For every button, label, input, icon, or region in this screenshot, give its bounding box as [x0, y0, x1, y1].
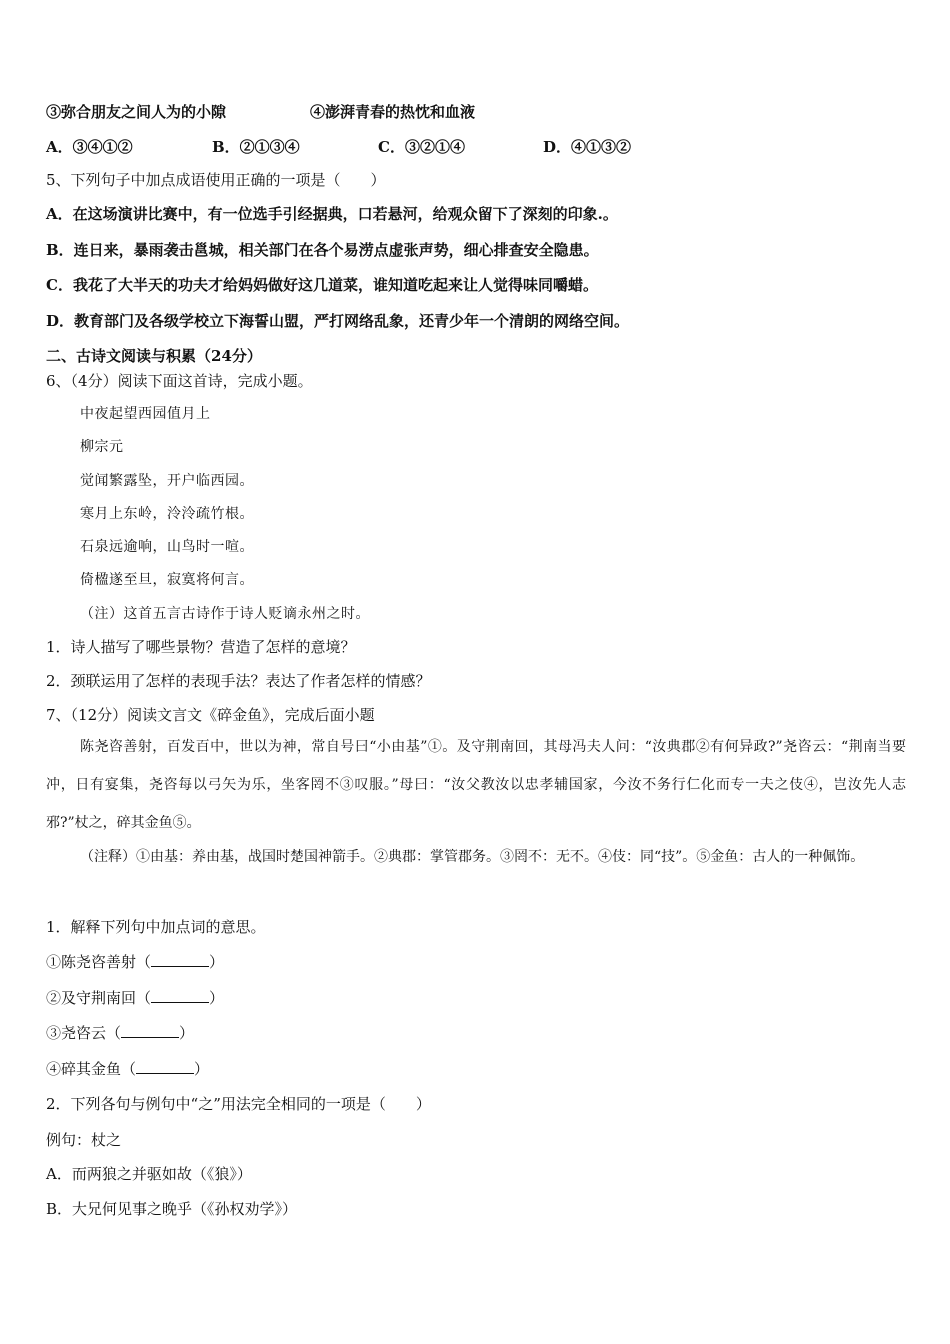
q5-option-a: A．在这场演讲比赛中，有一位选手引经据典，口若悬河，给观众留下了深刻的印象.。 [46, 205, 618, 223]
q7-word-2-text: ②及守荆南回（ [46, 989, 152, 1007]
q7-word-3-text: ③尧咨云（ [46, 1024, 122, 1042]
answer-blank[interactable] [151, 988, 209, 1003]
q7-word-4-close: ） [194, 1060, 210, 1078]
q7-word-1 [46, 952, 224, 972]
q7-option-a: A．而两狼之并驱如故（《狼》） [46, 1165, 252, 1183]
q7-word-4 [46, 1059, 209, 1079]
q7-sub-2: 2．下列各句与例句中“之”用法完全相同的一项是（ ） [46, 1095, 431, 1113]
q6-sub-2: 2．颈联运用了怎样的表现手法？表达了作者怎样的情感？ [46, 672, 431, 690]
q6-stem: 6、（4分）阅读下面这首诗，完成小题。 [46, 372, 313, 390]
poem-line-1: 觉闻繁露坠，开户临西园。 [80, 473, 254, 489]
poem-note: （注）这首五言古诗作于诗人贬谪永州之时。 [80, 606, 370, 622]
poem-line-4: 倚楹遂至旦，寂寞将何言。 [80, 572, 254, 588]
q6-sub-1: 1．诗人描写了哪些景物？营造了怎样的意境？ [46, 638, 356, 656]
q7-word-2-close: ） [209, 989, 225, 1007]
q4-item-3: ③弥合朋友之间人为的小隙 [46, 103, 227, 121]
q7-word-2 [46, 988, 224, 1008]
q7-word-1-close: ） [209, 953, 225, 971]
answer-blank[interactable] [136, 1059, 194, 1074]
q7-word-3 [46, 1023, 194, 1043]
q7-word-3-close: ） [179, 1024, 195, 1042]
poem-author: 柳宗元 [80, 439, 124, 455]
q4-option-c: C．③②①④ [378, 138, 465, 156]
q4-item-4: ④澎湃青春的热忱和血液 [310, 103, 476, 121]
q4-option-d: D．④①③② [543, 138, 632, 156]
q7-word-1-text: ①陈尧咨善射（ [46, 953, 152, 971]
answer-blank[interactable] [121, 1023, 179, 1038]
q5-option-c: C．我花了大半天的功夫才给妈妈做好这几道菜，谁知道吃起来让人觉得味同嚼蜡。 [46, 276, 598, 294]
section-2-title: 二、古诗文阅读与积累（24分） [46, 347, 262, 365]
poem-line-2: 寒月上东岭，泠泠疏竹根。 [80, 506, 254, 522]
q7-stem: 7、（12分）阅读文言文《碎金鱼》，完成后面小题 [46, 706, 375, 724]
q4-option-a: A．③④①② [46, 138, 133, 156]
q7-example: 例句：杖之 [46, 1131, 122, 1149]
q7-passage: 陈尧咨善射，百发百中，世以为神，常自号曰“小由基”①。及守荆南回，其母冯夫人问：“汝典郡②有何异政?”尧咨云：“荆南当要冲，日有宴集，尧咨每以弓矢为乐，坐客罔不③叹服。”母曰：“汝父教汝以忠孝辅国家，今汝不务行仁化而专一夫之伎④，岂汝先人志邪?”杖之，碎其金鱼⑤。 [46, 739, 906, 831]
q5-option-b: B．连日来，暴雨袭击邕城，相关部门在各个易涝点虚张声势，细心排查安全隐患。 [46, 241, 599, 259]
q7-option-b: B．大兄何见事之晚乎（《孙权劝学》） [46, 1200, 298, 1218]
q7-annotation: （注释）①由基：养由基，战国时楚国神箭手。②典郡：掌管郡务。③罔不：无不。④伎：同“技”。⑤金鱼：古人的一种佩饰。 [80, 849, 865, 865]
poem-title: 中夜起望西园值月上 [80, 406, 211, 422]
q5-option-d: D．教育部门及各级学校立下海誓山盟，严打网络乱象，还青少年一个清朗的网络空间。 [46, 312, 630, 330]
answer-blank[interactable] [151, 952, 209, 967]
q5-stem: 5、下列句子中加点成语使用正确的一项是（ ） [46, 171, 386, 189]
q7-word-4-text: ④碎其金鱼（ [46, 1060, 137, 1078]
q7-sub-1: 1．解释下列句中加点词的意思。 [46, 918, 266, 936]
poem-line-3: 石泉远逾响，山鸟时一喧。 [80, 539, 254, 555]
q4-option-b: B．②①③④ [212, 138, 300, 156]
